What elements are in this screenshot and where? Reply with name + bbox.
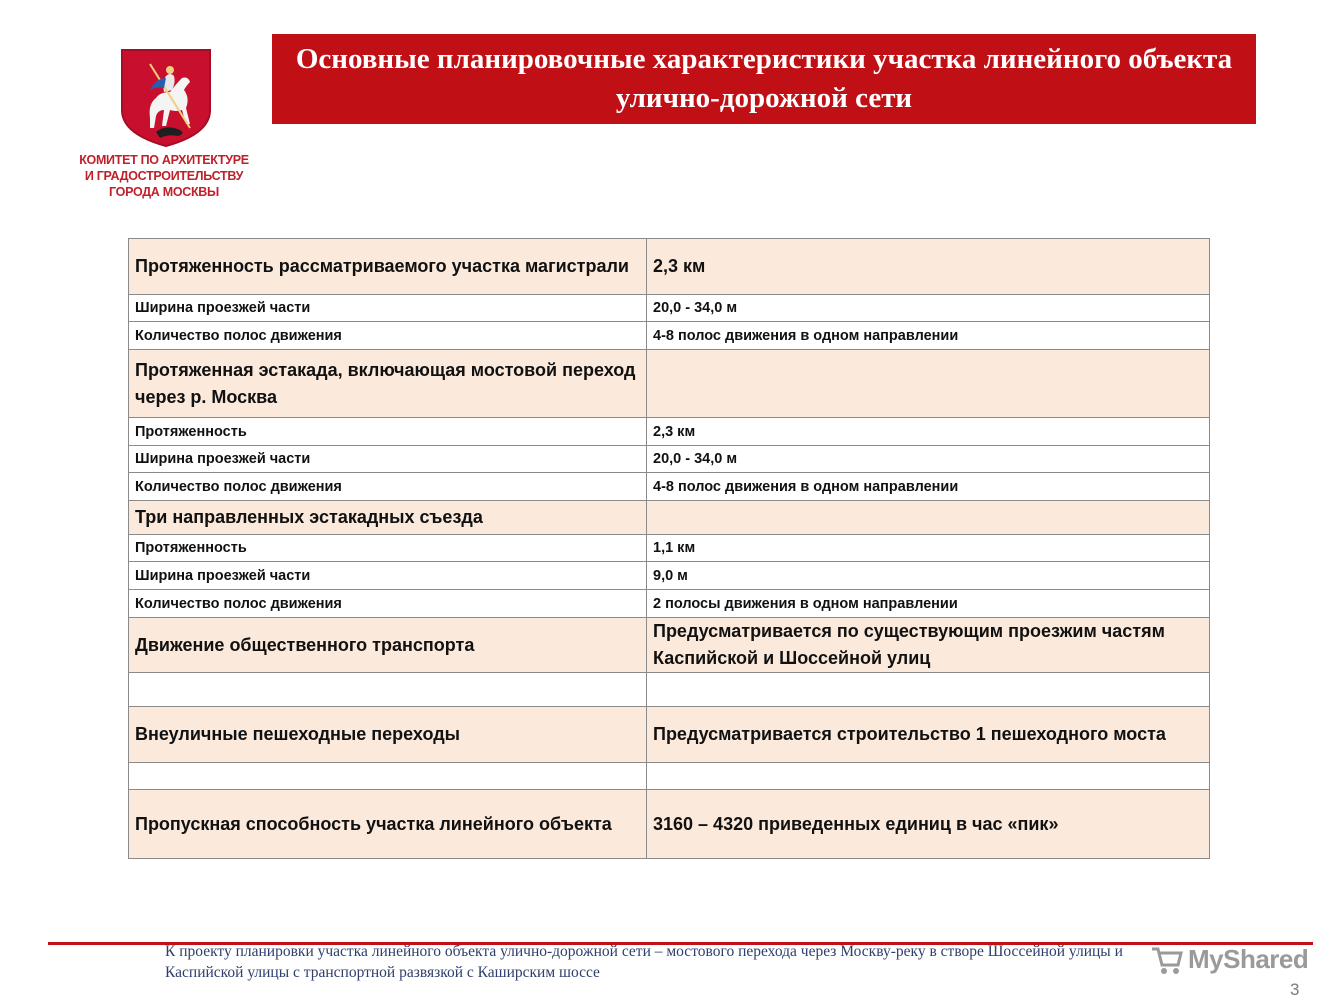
value-cell: Предусматривается по существующим проезжим частям Каспийской и Шоссейной улиц — [647, 618, 1210, 673]
table-row — [129, 295, 1210, 322]
characteristics-table — [128, 238, 1210, 859]
table-row — [129, 790, 1210, 859]
characteristics-table-body — [129, 239, 1210, 859]
value-cell — [647, 501, 1210, 535]
parameter-cell: Пропускная способность участка линейного объекта — [129, 790, 647, 859]
value-cell: 2,3 км — [647, 418, 1210, 446]
table-row — [129, 501, 1210, 535]
table-row — [129, 350, 1210, 418]
value-cell: 20,0 - 34,0 м — [647, 446, 1210, 473]
value-cell — [647, 350, 1210, 418]
value-cell: 9,0 м — [647, 562, 1210, 590]
table-row — [129, 446, 1210, 473]
table-row — [129, 239, 1210, 295]
org-line-1: КОМИТЕТ ПО АРХИТЕКТУРЕ — [79, 153, 249, 167]
parameter-cell: Протяженная эстакада, включающая мостовой переход через р. Москва — [129, 350, 647, 418]
value-cell — [647, 673, 1210, 707]
committee-name — [60, 152, 268, 200]
table-row — [129, 535, 1210, 562]
value-cell: 2,3 км — [647, 239, 1210, 295]
org-line-3: ГОРОДА МОСКВЫ — [109, 185, 219, 199]
cart-icon — [1150, 945, 1184, 975]
parameter-cell: Ширина проезжей части — [129, 295, 647, 322]
watermark-text: MyShared — [1188, 944, 1309, 974]
moscow-coat-of-arms-icon — [120, 48, 212, 148]
parameter-cell: Внеуличные пешеходные переходы — [129, 707, 647, 763]
parameter-cell: Протяженность — [129, 418, 647, 446]
table-row — [129, 418, 1210, 446]
value-cell: 4-8 полос движения в одном направлении — [647, 322, 1210, 350]
parameter-cell: Движение общественного транспорта — [129, 618, 647, 673]
parameter-cell: Ширина проезжей части — [129, 562, 647, 590]
table-row — [129, 763, 1210, 790]
watermark — [1150, 944, 1308, 975]
table-row — [129, 618, 1210, 673]
parameter-cell: Протяженность — [129, 535, 647, 562]
table-row — [129, 562, 1210, 590]
table-row — [129, 322, 1210, 350]
parameter-cell — [129, 673, 647, 707]
title-banner — [272, 34, 1256, 124]
value-cell: 2 полосы движения в одном направлении — [647, 590, 1210, 618]
value-cell — [647, 763, 1210, 790]
parameter-cell: Ширина проезжей части — [129, 446, 647, 473]
page-title: Основные планировочные характеристики участка линейного объекта улично-дорожной сети — [295, 43, 1233, 114]
table-row — [129, 707, 1210, 763]
value-cell: 4-8 полос движения в одном направлении — [647, 473, 1210, 501]
parameter-cell: Протяженность рассматриваемого участка магистрали — [129, 239, 647, 295]
value-cell: Предусматривается строительство 1 пешеходного моста — [647, 707, 1210, 763]
value-cell: 1,1 км — [647, 535, 1210, 562]
page-number: 3 — [1290, 980, 1300, 999]
table-row — [129, 473, 1210, 501]
table-row — [129, 590, 1210, 618]
value-cell: 3160 – 4320 приведенных единиц в час «пик» — [647, 790, 1210, 859]
parameter-cell: Количество полос движения — [129, 590, 647, 618]
parameter-cell — [129, 763, 647, 790]
parameter-cell: Три направленных эстакадных съезда — [129, 501, 647, 535]
parameter-cell: Количество полос движения — [129, 322, 647, 350]
org-line-2: И ГРАДОСТРОИТЕЛЬСТВУ — [84, 169, 244, 183]
table-row — [129, 673, 1210, 707]
footer-caption: К проекту планировки участка линейного объекта улично-дорожной сети – мостового перехода через Москву-реку в створе Шоссейной улицы и Каспийской улицы с транспортной развязкой с Каширским шоссе — [165, 943, 1123, 981]
value-cell: 20,0 - 34,0 м — [647, 295, 1210, 322]
parameter-cell: Количество полос движения — [129, 473, 647, 501]
